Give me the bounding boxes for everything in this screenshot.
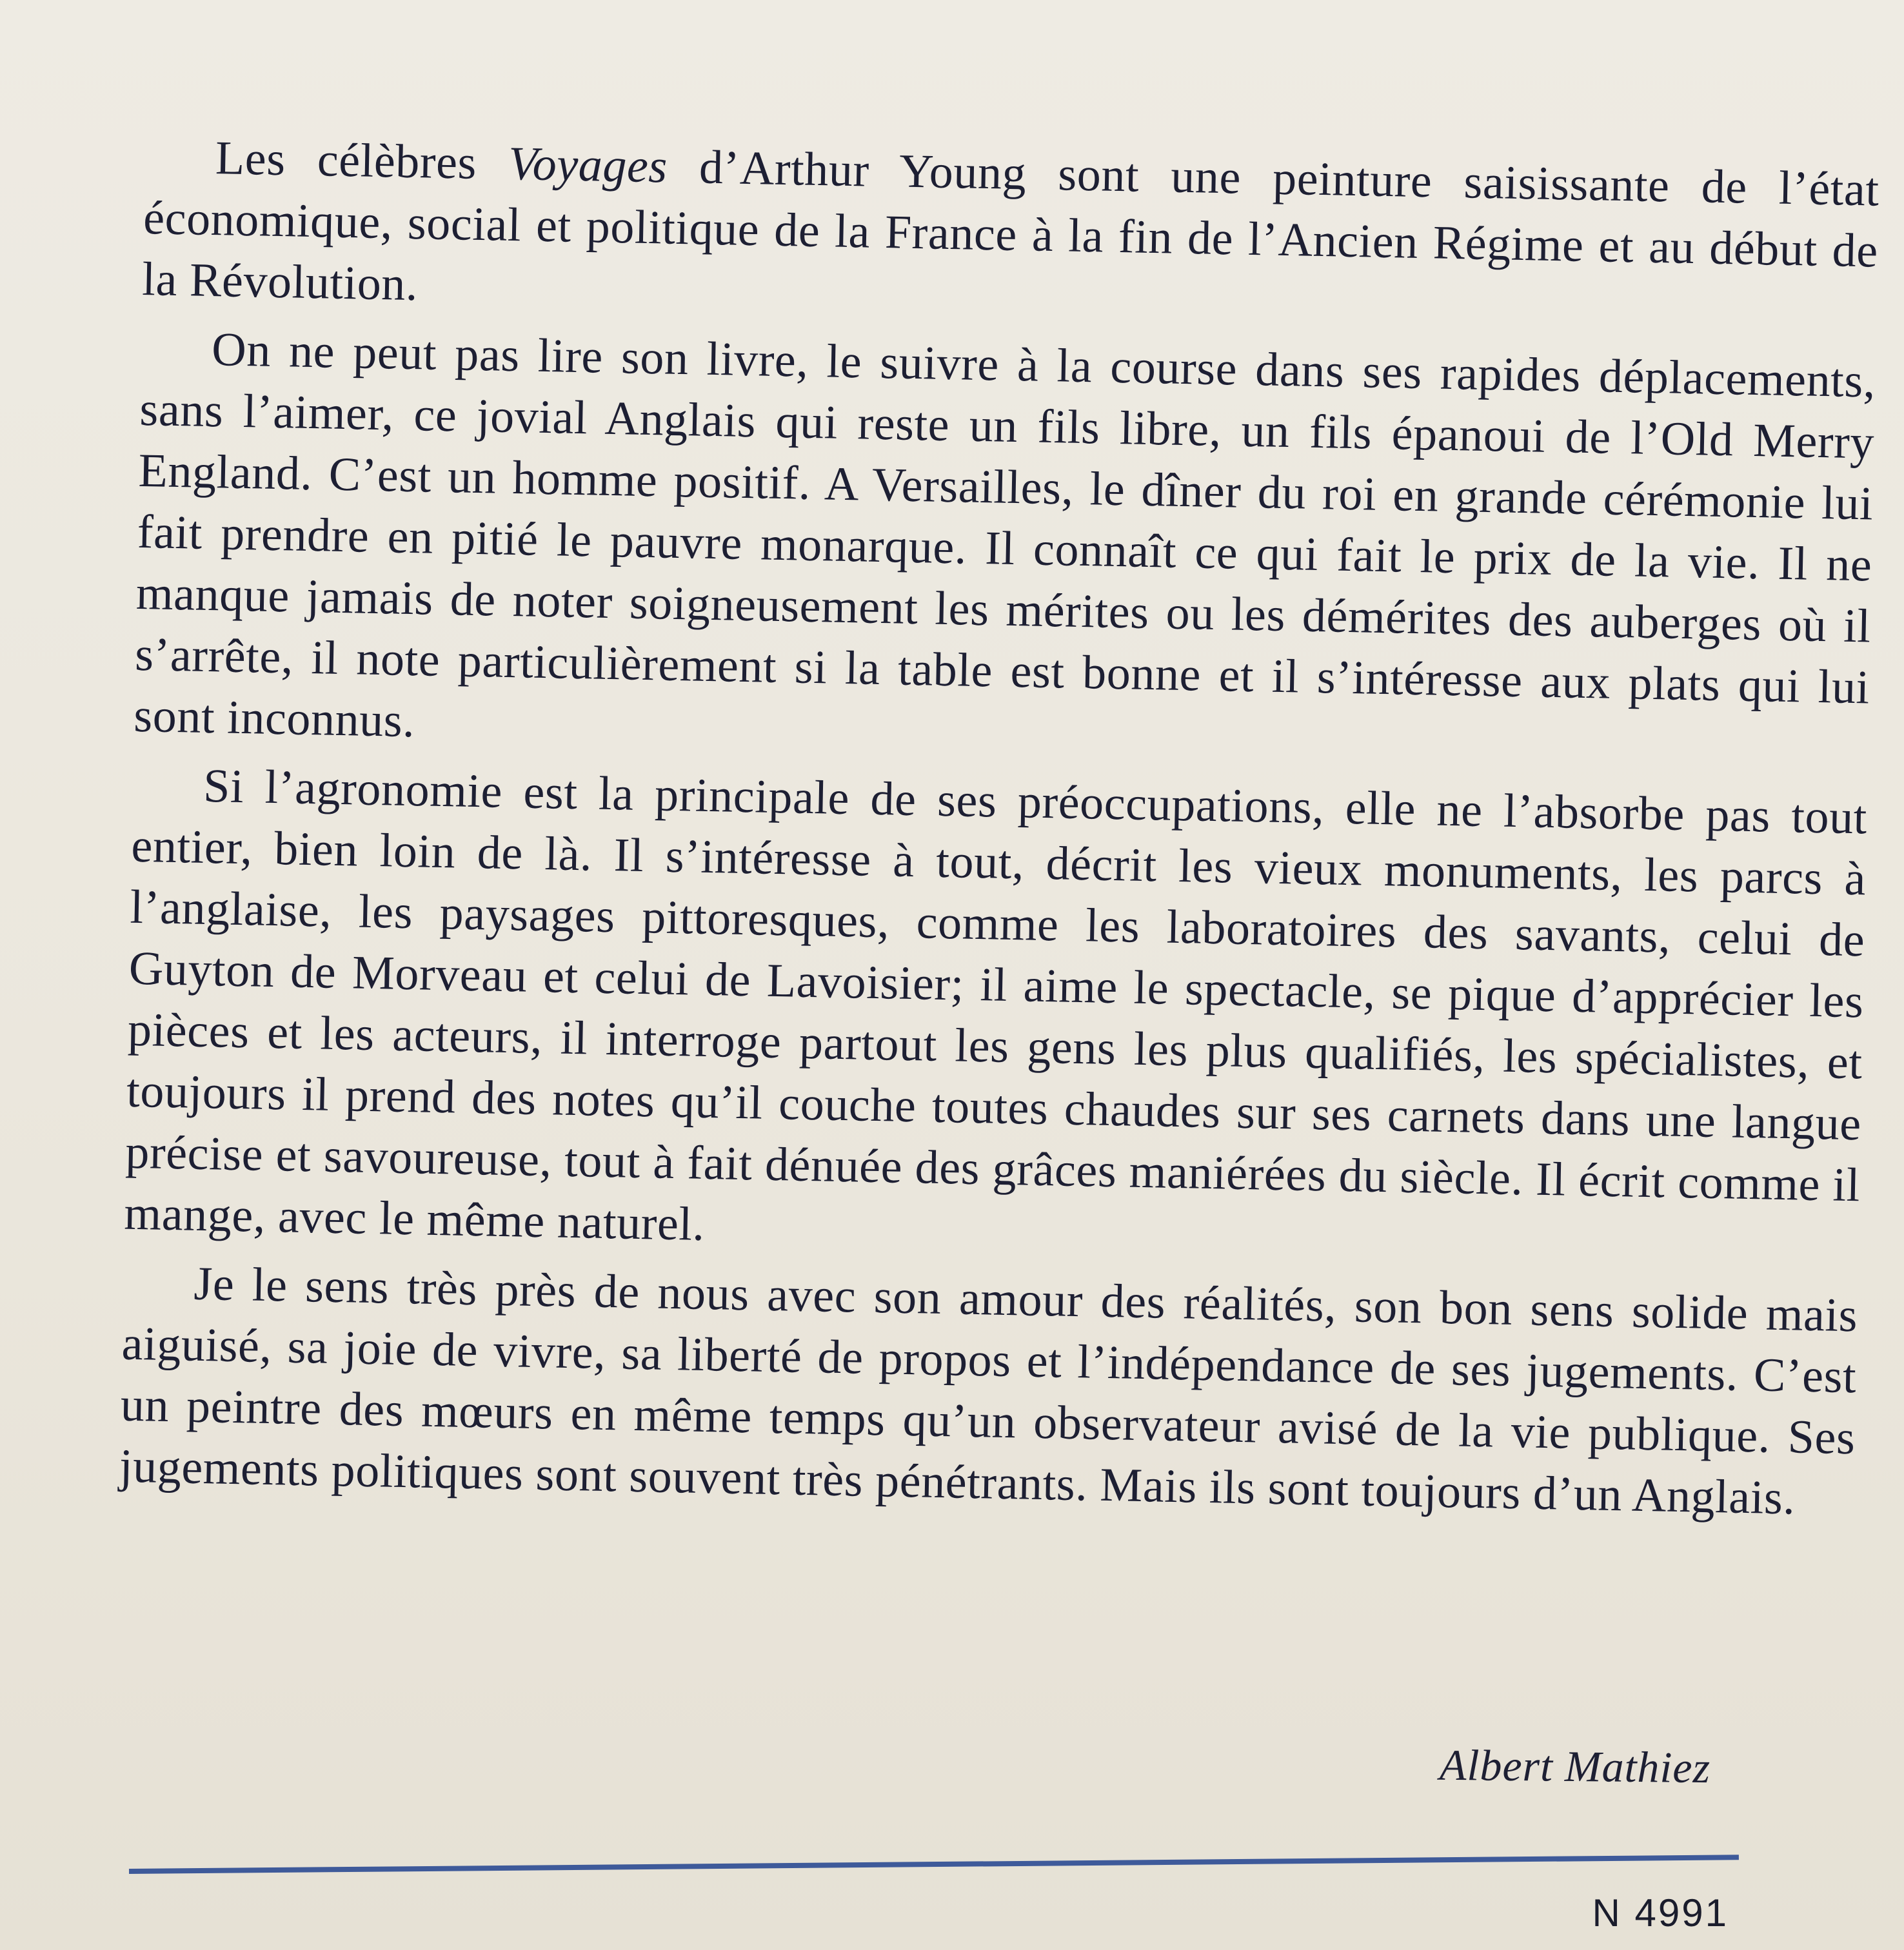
author-signature: Albert Mathiez — [1439, 1740, 1711, 1793]
paragraph-1 — [142, 126, 1880, 344]
paragraph-2: On ne peut pas lire son livre, le suivre à la course dans ses rapides déplacements, sans l’aimer, ce jovial Anglais qui reste un fils libre, un fils épanoui de l’Old Merry England. C’est un homme positif. A Versailles, le dîner du roi en grande cérémonie lui fait prendre en pitié le pauvre monarque. Il connaît ce qui fait le prix de la vie. Il ne manque jamais de noter soigneusement les mérites ou les démérites des auberges où il s’arrête, il note particulièrement si la table est bonne et il s’intéresse aux plats qui lui sont inconnus. — [133, 323, 1876, 748]
catalog-number: N 4991 — [1592, 1891, 1729, 1935]
paragraph-4: Je le sens très près de nous avec son amour des réalités, son bon sens solide mais aiguisé, sa joie de vivre, sa liberté de propos et l’indépendance de ses jugements. C’est un peintre des mœurs en même temps qu’un observateur avisé de la vie publique. Ses jugements politiques sont souvent très pénétrants. Mais ils sont toujours d’un Anglais. — [119, 1257, 1858, 1525]
paragraph-3: Si l’agronomie est la principale de ses préoccupations, elle ne l’absorbe pas tout entier, bien loin de là. Il s’intéresse à tout, décrit les vieux monuments, les parcs à l’anglaise, les paysages pittoresques, comme les laboratoires des savants, celui de Guyton de Morveau et celui de Lavoisier; il aime le spectacle, se pique d’apprécier les pièces et les acteurs, il interroge partout les gens les plus qualifiés, les spécialistes, et toujours il prend des notes qu’il couche toutes chaudes sur ses carnets dans une langue précise et savoureuse, tout à fait dénuée des grâces maniérées du siècle. Il écrit comme il mange, avec le même naturel. — [123, 759, 1868, 1251]
cover-text-block — [119, 126, 1880, 1538]
paragraph-1-after: d’Arthur Young sont une peinture saisissante de l’état économique, social et politique de la France à la fin de l’Ancien Régime et au début de la Révolution. — [141, 140, 1880, 311]
paragraph-1-before: Les célèbres — [215, 132, 510, 190]
horizontal-rule — [129, 1855, 1739, 1874]
book-title-italic: Voyages — [508, 137, 668, 193]
